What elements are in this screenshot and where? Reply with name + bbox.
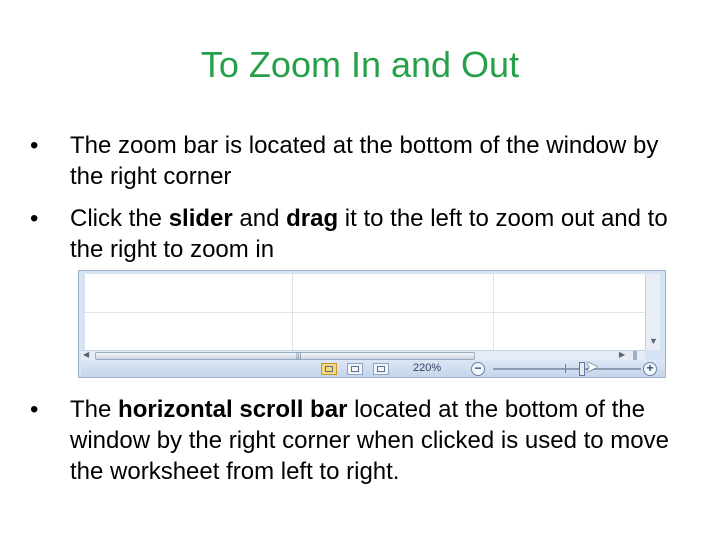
split-box[interactable] <box>633 351 637 360</box>
bullet-text-part: it to the left to zoom out and to the right to zoom in <box>70 205 668 263</box>
normal-view-button[interactable] <box>321 363 337 375</box>
zoom-slider-track[interactable] <box>493 368 641 370</box>
bullet-marker: • <box>30 396 39 423</box>
excel-screenshot <box>78 270 666 378</box>
page-break-icon <box>377 366 385 372</box>
mouse-pointer-icon: ➤ <box>585 359 599 376</box>
worksheet-grid[interactable] <box>85 274 645 350</box>
bold-term-slider: slider <box>168 205 233 232</box>
page-layout-view-button[interactable] <box>347 363 363 375</box>
bullet-text-part: and <box>232 205 287 232</box>
bullet-text <box>70 394 690 487</box>
bullet-slider-drag <box>30 203 690 265</box>
scroll-grip-icon: ||| <box>296 353 302 360</box>
scroll-down-arrow-icon[interactable]: ▼ <box>649 336 658 346</box>
zoom-level[interactable]: 220% <box>413 362 442 374</box>
status-bar <box>81 360 665 378</box>
bullet-text-part: The <box>70 396 119 423</box>
bullet-marker: • <box>30 205 39 232</box>
bullet-text: The zoom bar is located at the bottom of the window by the right corner <box>70 132 659 190</box>
bullet-text-part: located at the bottom of the window by the right corner when clicked is used to move the worksheet from left to right. <box>70 396 669 485</box>
horizontal-scroll-thumb[interactable] <box>95 352 475 360</box>
bold-term-drag: drag <box>286 205 339 232</box>
zoom-slider-midpoint <box>565 364 566 373</box>
normal-view-icon <box>325 366 333 372</box>
row-divider <box>85 312 645 313</box>
page-layout-icon <box>351 366 359 372</box>
bullet-zoom-bar-location <box>30 130 690 192</box>
zoom-out-button[interactable]: − <box>471 362 485 376</box>
bullet-text <box>70 203 690 265</box>
scroll-right-arrow-icon[interactable]: ▶ <box>619 350 626 359</box>
slide-title: To Zoom In and Out <box>200 44 520 85</box>
zoom-in-button[interactable]: + <box>643 362 657 376</box>
bold-term-horizontal-scroll-bar: horizontal scroll bar <box>118 396 348 423</box>
page-break-preview-button[interactable] <box>373 363 389 375</box>
bullet-text-part: Click the <box>70 205 169 232</box>
scroll-left-arrow-icon[interactable]: ◀ <box>83 350 90 359</box>
bullet-horizontal-scroll-bar <box>30 394 690 487</box>
vertical-scroll-bar[interactable] <box>645 274 660 350</box>
bullet-marker: • <box>30 132 39 159</box>
